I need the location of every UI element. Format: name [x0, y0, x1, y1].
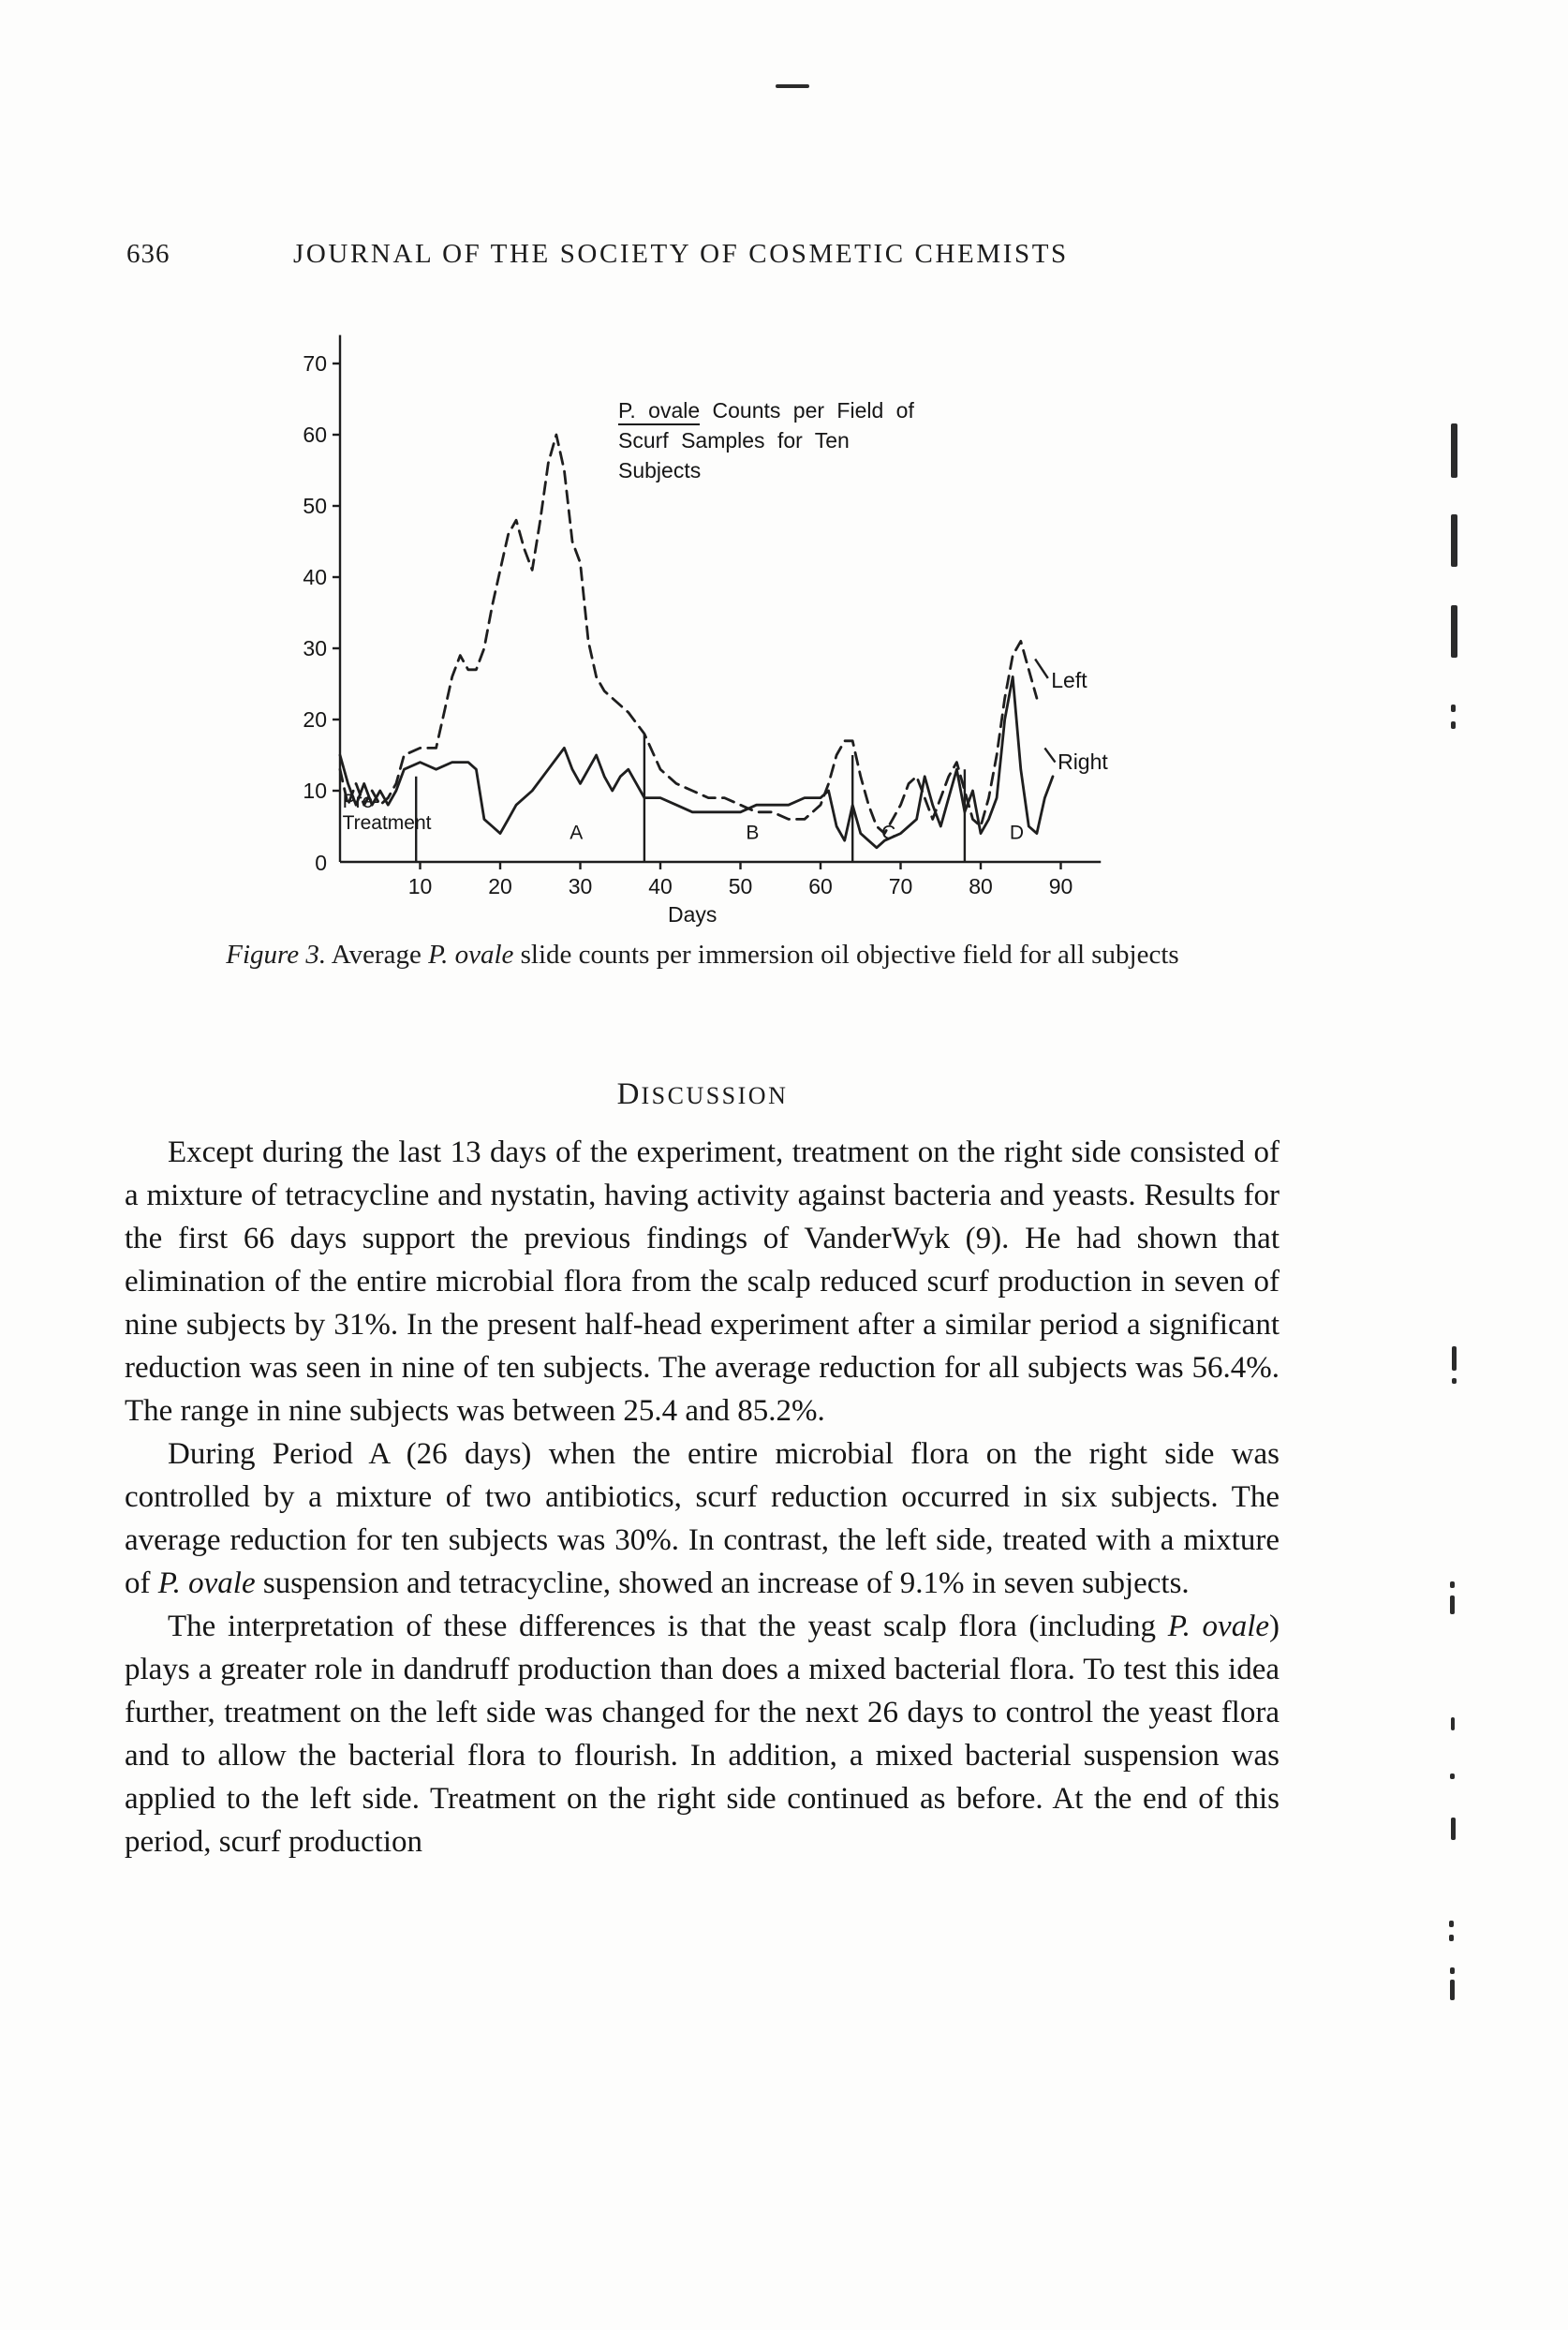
svg-text:10: 10	[407, 874, 433, 898]
svg-text:70: 70	[303, 351, 327, 376]
svg-text:60: 60	[808, 874, 833, 898]
svg-text:10: 10	[303, 779, 327, 803]
text-segment: suspension and tetracycline, showed an increase of 9.1% in seven subjects.	[255, 1566, 1190, 1600]
svg-text:50: 50	[728, 874, 753, 898]
svg-text:0: 0	[315, 851, 327, 875]
discussion-paragraph-3	[125, 1605, 1280, 1863]
svg-text:70: 70	[888, 874, 913, 898]
svg-text:B: B	[746, 822, 760, 844]
scan-artifact	[1450, 1980, 1455, 2000]
figure-3-chart	[267, 309, 1138, 965]
discussion-paragraph-1	[125, 1131, 1280, 1432]
chart-title-line: Scurf Samples for Ten	[618, 428, 850, 453]
svg-text:C: C	[881, 822, 896, 844]
discussion-text	[125, 1131, 1280, 1863]
svg-text:40: 40	[648, 874, 673, 898]
page-number: 636	[126, 239, 170, 269]
scan-artifact	[1450, 1581, 1455, 1588]
chart-title-underlined: P. ovale	[618, 398, 700, 425]
svg-text:30: 30	[568, 874, 593, 898]
svg-text:Treatment: Treatment	[342, 812, 432, 835]
text-segment: The interpretation of these differences is that the yeast scalp flora (including	[168, 1610, 1168, 1643]
scan-artifact	[776, 84, 809, 88]
scan-artifact	[1451, 1818, 1456, 1840]
svg-text:Right: Right	[1058, 749, 1108, 775]
chart-title-rest: Counts per Field of	[700, 398, 914, 423]
scan-artifact	[1450, 1773, 1455, 1779]
section-heading-discussion	[126, 1077, 1279, 1112]
scan-artifact	[1450, 1595, 1455, 1614]
scan-artifact	[1449, 1935, 1454, 1941]
scan-artifact	[1451, 705, 1456, 712]
text-segment: ) plays a greater role in dandruff production than does a mixed bacterial flora. To test this idea further, treatment on the left side was changed for the next 26 days to control the yeast flora and to allow the bacterial flora to flourish. In addition, a mixed bacterial suspension was applied to the left side. Treatment on the right side continued as before. At the end of this period, scurf production	[125, 1610, 1280, 1859]
svg-text:90: 90	[1048, 874, 1073, 898]
scan-artifact	[1449, 1921, 1454, 1927]
chart-title	[618, 395, 914, 485]
svg-text:40: 40	[303, 565, 327, 589]
scan-artifact	[1451, 1717, 1455, 1730]
italic-text: P. ovale	[157, 1566, 256, 1600]
svg-text:Left: Left	[1051, 667, 1087, 692]
heading-initial: D	[616, 1077, 642, 1111]
figure-caption	[126, 940, 1279, 971]
text-segment: During Period A (26 days) when the entire microbial flora on the right side was controlled by a mixture of two antibiotics, scurf reduction occurred in six subjects. The average reduction for ten subjects was 30%. In contrast, the left side, treated with a mixture of	[125, 1437, 1280, 1600]
chart-title-line: Subjects	[618, 458, 702, 482]
svg-text:D: D	[1009, 822, 1025, 844]
journal-title: JOURNAL OF THE SOCIETY OF COSMETIC CHEMISTS	[293, 239, 1069, 269]
heading-rest: ISCUSSION	[641, 1082, 789, 1109]
text-segment: slide counts per immersion oil objective field for all subjects	[513, 940, 1179, 970]
svg-text:20: 20	[488, 874, 512, 898]
scan-artifact	[1450, 1967, 1455, 1974]
svg-text:30: 30	[303, 636, 327, 660]
svg-text:80: 80	[969, 874, 993, 898]
scan-artifact	[1451, 514, 1457, 567]
italic-text: Figure 3.	[226, 940, 327, 970]
svg-text:50: 50	[303, 494, 327, 518]
running-head	[126, 239, 1279, 276]
discussion-paragraph-2	[125, 1432, 1280, 1605]
italic-text: P. ovale	[1167, 1610, 1270, 1643]
scan-artifact	[1451, 721, 1456, 729]
italic-text: P. ovale	[428, 940, 514, 970]
svg-text:Days: Days	[667, 902, 717, 927]
chart-title-line	[618, 395, 914, 425]
scan-artifact	[1451, 605, 1457, 658]
text-segment: Except during the last 13 days of the experiment, treatment on the right side consisted of a mixture of tetracycline and nystatin, having activity against bacteria and yeasts. Results for the first 66 days support the previous findings of VanderWyk (9). He had shown that elimination of the entire microbial flora from the scalp reduced scurf production in seven of nine subjects by 31%. In the present half-head experiment after a similar period a significant reduction was seen in nine of ten subjects. The average reduction for all subjects was 56.4%. The range in nine subjects was between 25.4 and 85.2%.	[125, 1135, 1280, 1428]
svg-text:20: 20	[303, 707, 327, 732]
svg-text:A: A	[570, 822, 584, 844]
scan-artifact	[1452, 1378, 1457, 1384]
text-segment: Average	[326, 940, 429, 970]
scan-artifact	[1452, 1346, 1457, 1371]
scan-artifact	[1451, 423, 1457, 478]
svg-text:60: 60	[303, 423, 327, 447]
svg-text:Pre-: Pre-	[342, 791, 380, 813]
